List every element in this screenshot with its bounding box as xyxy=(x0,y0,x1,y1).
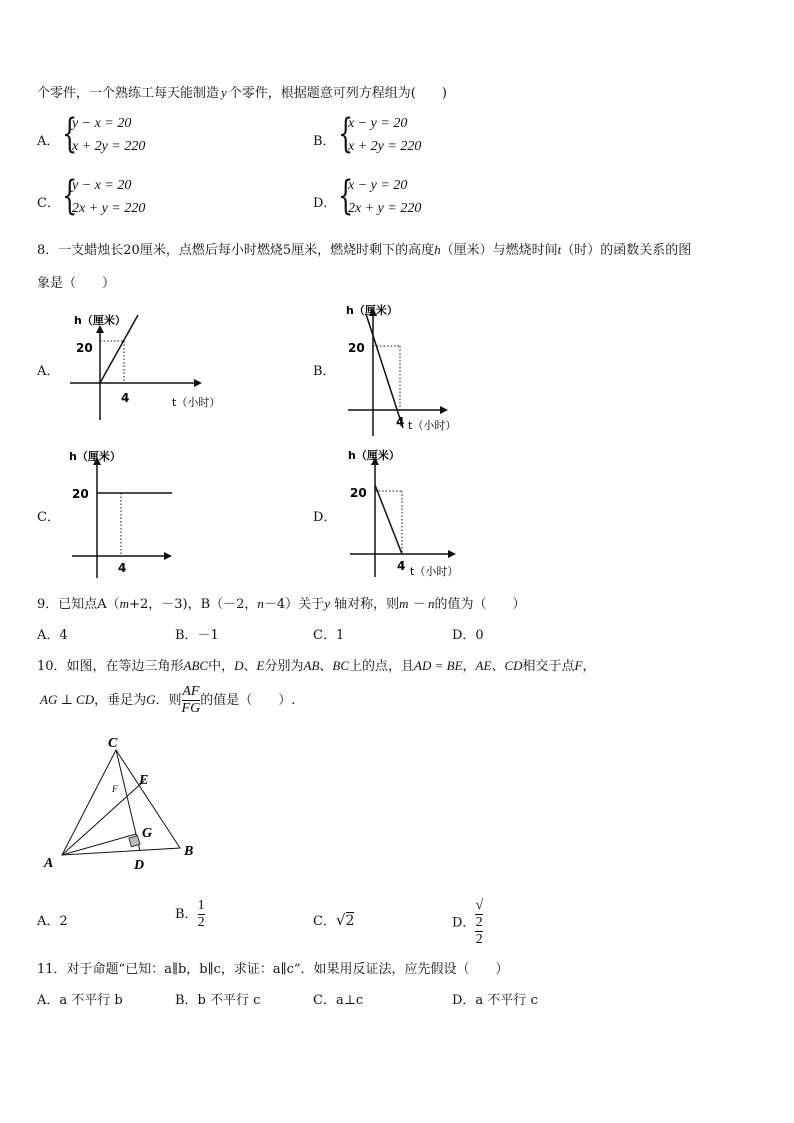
q8-stem-post: （时）的函数关系的图 xyxy=(561,243,692,258)
label-a: A xyxy=(44,856,54,871)
q7-option-c-system xyxy=(62,173,182,224)
y-axis-label: h（厘米） xyxy=(69,450,121,463)
q7-option-c-label: C． xyxy=(37,196,60,211)
q9-var-m: m xyxy=(119,596,130,611)
label-c: C xyxy=(108,736,118,751)
q10-l1-l: AD = BE xyxy=(414,658,463,673)
q11-option-a: A．a 不平行 b xyxy=(37,993,123,1008)
graph-line xyxy=(375,485,402,554)
q9-expr: m － n xyxy=(399,596,435,611)
q10-l1-f: E xyxy=(256,658,265,673)
q11-option-c: C．a⊥c xyxy=(313,993,364,1008)
q11-option-b: B．b 不平行 c xyxy=(175,993,261,1008)
q10-l1-b: ABC xyxy=(183,658,209,673)
q7-stem-post: 个零件，根据题意可列方程组为( ) xyxy=(228,86,447,101)
x-arrow xyxy=(194,379,202,387)
q8-graph-b xyxy=(340,298,490,443)
q9-stem-g: 轴对称，则 xyxy=(329,597,400,612)
label-b: B xyxy=(184,844,194,859)
q7-option-c-eq1: y − x = 20 xyxy=(72,178,132,193)
tick-20: 20 xyxy=(72,487,89,501)
q7-stem-pre: 个零件，一个熟练工每天能制造 xyxy=(37,86,220,101)
tick-4: 4 xyxy=(118,561,127,575)
frac-num-radicand: 2 xyxy=(475,915,483,930)
q10-l1-o: 、 xyxy=(491,659,505,674)
q9-var-n: n xyxy=(257,596,264,611)
tick-4: 4 xyxy=(396,415,405,429)
q8-graph-c xyxy=(66,443,196,583)
q9-option-d: D．0 xyxy=(452,628,484,643)
x-arrow xyxy=(440,406,448,414)
q10-l1-i: 、 xyxy=(319,659,333,674)
brace-symbol: { xyxy=(338,111,354,157)
tick-20: 20 xyxy=(350,486,367,500)
q9-option-b: B．－1 xyxy=(175,628,219,643)
q10-l1-m: ， xyxy=(462,659,476,674)
q7-option-d-eq1: x − y = 20 xyxy=(348,178,408,193)
tick-20: 20 xyxy=(76,341,93,355)
q10-option-b-fraction xyxy=(198,898,205,931)
x-arrow xyxy=(164,552,172,560)
q10-option-b-label: B． xyxy=(175,907,198,922)
q9-option-a: A．4 xyxy=(37,628,68,643)
q10-l1-g: 分别为 xyxy=(264,659,304,674)
q7-option-b-label: B． xyxy=(313,134,336,149)
q10-l1-q: 相交于点 xyxy=(522,659,575,674)
label-g: G xyxy=(142,826,153,841)
y-axis-label: h（厘米） xyxy=(74,314,126,327)
q8-option-c-label: C． xyxy=(37,510,60,525)
q10-l2-d: ．则 xyxy=(155,693,182,708)
q7-option-c-eq2: 2x + y = 220 xyxy=(72,201,146,216)
q10-triangle-figure xyxy=(40,730,210,875)
q10-l2-c: G xyxy=(146,692,156,707)
q9-var-y: y xyxy=(324,596,330,611)
frac-den: 2 xyxy=(475,932,483,947)
q7-option-a-eq2: x + 2y = 220 xyxy=(72,139,146,154)
q8-graph-d xyxy=(340,443,490,583)
q10-l2-b: ，垂足为 xyxy=(94,693,147,708)
q10-option-d xyxy=(452,898,483,948)
frac-num xyxy=(475,898,483,931)
q10-l1-e: 、 xyxy=(243,659,257,674)
q8-stem-pre: 8．一支蜡烛长20厘米，点燃后每小时燃烧5厘米，燃烧时剩下的高度 xyxy=(37,243,435,258)
q10-option-c-radicand: 2 xyxy=(345,913,355,929)
q10-fraction xyxy=(182,684,201,717)
q10-option-c xyxy=(313,910,354,929)
q10-l1-k: 上的点，且 xyxy=(349,659,415,674)
q8-option-b-label: B． xyxy=(313,364,336,379)
q7-option-b-system xyxy=(338,111,458,162)
q10-l1-h: AB xyxy=(303,658,320,673)
q10-option-c-label: C． xyxy=(313,914,336,929)
frac-den: FG xyxy=(181,701,201,716)
q10-option-d-fraction xyxy=(475,898,483,948)
x-axis-label: t（小时） xyxy=(408,419,457,432)
brace-symbol: { xyxy=(62,173,78,219)
q9-stem-i: 的值为（ ） xyxy=(434,597,526,612)
q7-option-d-system xyxy=(338,173,458,224)
x-axis-label: t（小时） xyxy=(410,565,459,578)
q7-option-a-system xyxy=(62,111,182,162)
q7-var-y: y xyxy=(221,85,227,100)
q9-stem-c: +2，－3)，B（－2， xyxy=(129,597,258,612)
q8-option-d-label: D． xyxy=(313,510,337,525)
right-angle-mark xyxy=(129,836,140,847)
x-arrow xyxy=(448,550,456,558)
q10-l2-e: 的值是（ ）. xyxy=(200,693,296,708)
q7-option-a-eq1: y − x = 20 xyxy=(72,116,132,131)
q10-option-b xyxy=(175,898,205,931)
sqrt-icon: √ xyxy=(335,911,346,929)
q10-stem-line2 xyxy=(40,680,295,721)
x-axis-label: t（小时） xyxy=(172,396,221,409)
q11-stem: 11．对于命题“已知：a∥b，b∥c，求证：a∥c”．如果用反证法，应先假设（ ） xyxy=(37,962,509,977)
q7-stem xyxy=(37,82,447,101)
q8-graph-a xyxy=(66,305,246,425)
q8-stem-mid: （厘米）与燃烧时间 xyxy=(440,243,558,258)
q8-stem-line1 xyxy=(37,239,691,258)
tick-4: 4 xyxy=(121,391,130,405)
frac-num: 1 xyxy=(197,898,205,913)
frac-num: AF xyxy=(182,684,200,699)
q10-l1-r: F xyxy=(574,658,583,673)
sqrt-icon: √ xyxy=(475,898,484,913)
q7-option-d-label: D． xyxy=(313,196,337,211)
q10-l1-j: BC xyxy=(332,658,350,673)
q8-stem-line2: 象是（ ） xyxy=(37,276,116,291)
q10-option-d-label: D． xyxy=(452,915,476,931)
frac-den: 2 xyxy=(197,915,205,930)
q7-option-d-eq2: 2x + y = 220 xyxy=(348,201,422,216)
q10-l1-n: AE xyxy=(475,658,492,673)
q8-var-t: t xyxy=(557,242,562,257)
q8-var-h: h xyxy=(434,242,441,257)
q10-l2-a: AG ⊥ CD xyxy=(40,692,95,707)
q8-option-a-label: A． xyxy=(37,364,60,379)
q9-stem xyxy=(37,593,526,612)
q9-option-c: C．1 xyxy=(313,628,345,643)
y-axis-label: h（厘米） xyxy=(346,304,398,317)
label-e: E xyxy=(139,773,149,788)
q10-l1-c: 中， xyxy=(208,659,235,674)
q7-option-b-eq2: x + 2y = 220 xyxy=(348,139,422,154)
graph-line xyxy=(366,314,403,428)
tick-4: 4 xyxy=(397,559,406,573)
y-axis-label: h（厘米） xyxy=(348,449,400,462)
q10-l1-p: CD xyxy=(504,658,523,673)
brace-symbol: { xyxy=(62,111,78,157)
brace-symbol: { xyxy=(338,173,354,219)
label-f: F xyxy=(112,784,118,794)
q7-option-a-label: A． xyxy=(37,134,60,149)
q11-option-d: D．a 不平行 c xyxy=(452,993,538,1008)
q10-option-a: A．2 xyxy=(37,914,68,929)
q9-stem-a: 9．已知点A（ xyxy=(37,597,120,612)
q7-option-b-eq1: x − y = 20 xyxy=(348,116,408,131)
q10-l1-a: 10．如图，在等边三角形 xyxy=(37,659,184,674)
label-d: D xyxy=(134,858,145,873)
q10-l1-d: D xyxy=(234,658,244,673)
q10-l1-s: ， xyxy=(582,659,596,674)
tick-20: 20 xyxy=(348,341,365,355)
q10-stem-line1 xyxy=(37,655,596,674)
q9-stem-e: －4）关于 xyxy=(263,597,325,612)
